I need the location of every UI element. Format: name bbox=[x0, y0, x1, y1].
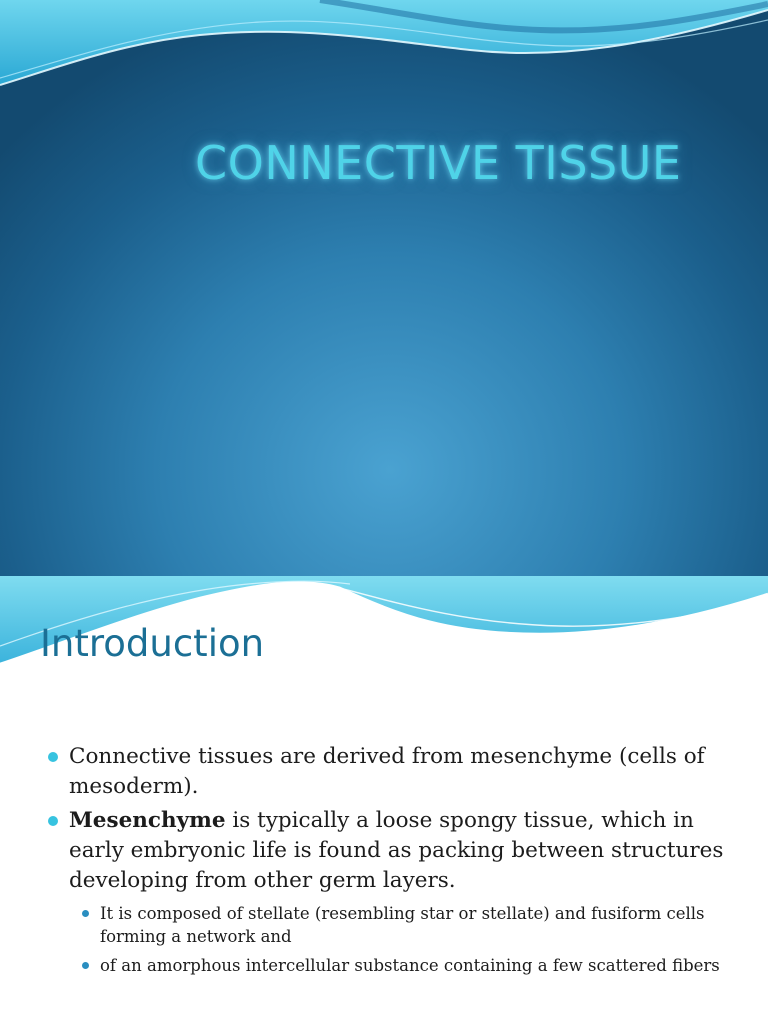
sub-bullet-text: It is composed of stellate (resembling star or stellate) and fusiform cells forming a network and bbox=[100, 904, 705, 946]
sub-bullet-dot-icon bbox=[82, 910, 89, 917]
bullet-bold-term: Mesenchyme bbox=[69, 808, 226, 833]
sub-bullet-item bbox=[0, 954, 768, 977]
sub-bullet-dot-icon bbox=[82, 962, 89, 969]
bullet-text: Connective tissues are derived from mesenchyme (cells of mesoderm). bbox=[69, 744, 705, 799]
bullet-list bbox=[0, 742, 768, 977]
bullet-dot-icon bbox=[48, 752, 58, 762]
bullet-item bbox=[0, 742, 768, 802]
slide-heading: Introduction bbox=[40, 622, 265, 665]
content-slide bbox=[0, 576, 768, 1024]
sub-bullet-item bbox=[0, 902, 768, 948]
bullet-text: is typically a loose spongy tissue, which in early embryonic life is found as packing between structures developing from other germ layers. bbox=[69, 808, 724, 893]
slide-title: CONNECTIVE TISSUE bbox=[195, 136, 682, 190]
bullet-item bbox=[0, 806, 768, 896]
sub-bullet-text: of an amorphous intercellular substance containing a few scattered fibers bbox=[100, 956, 720, 975]
bullet-dot-icon bbox=[48, 816, 58, 826]
wave-decoration bbox=[0, 0, 768, 95]
